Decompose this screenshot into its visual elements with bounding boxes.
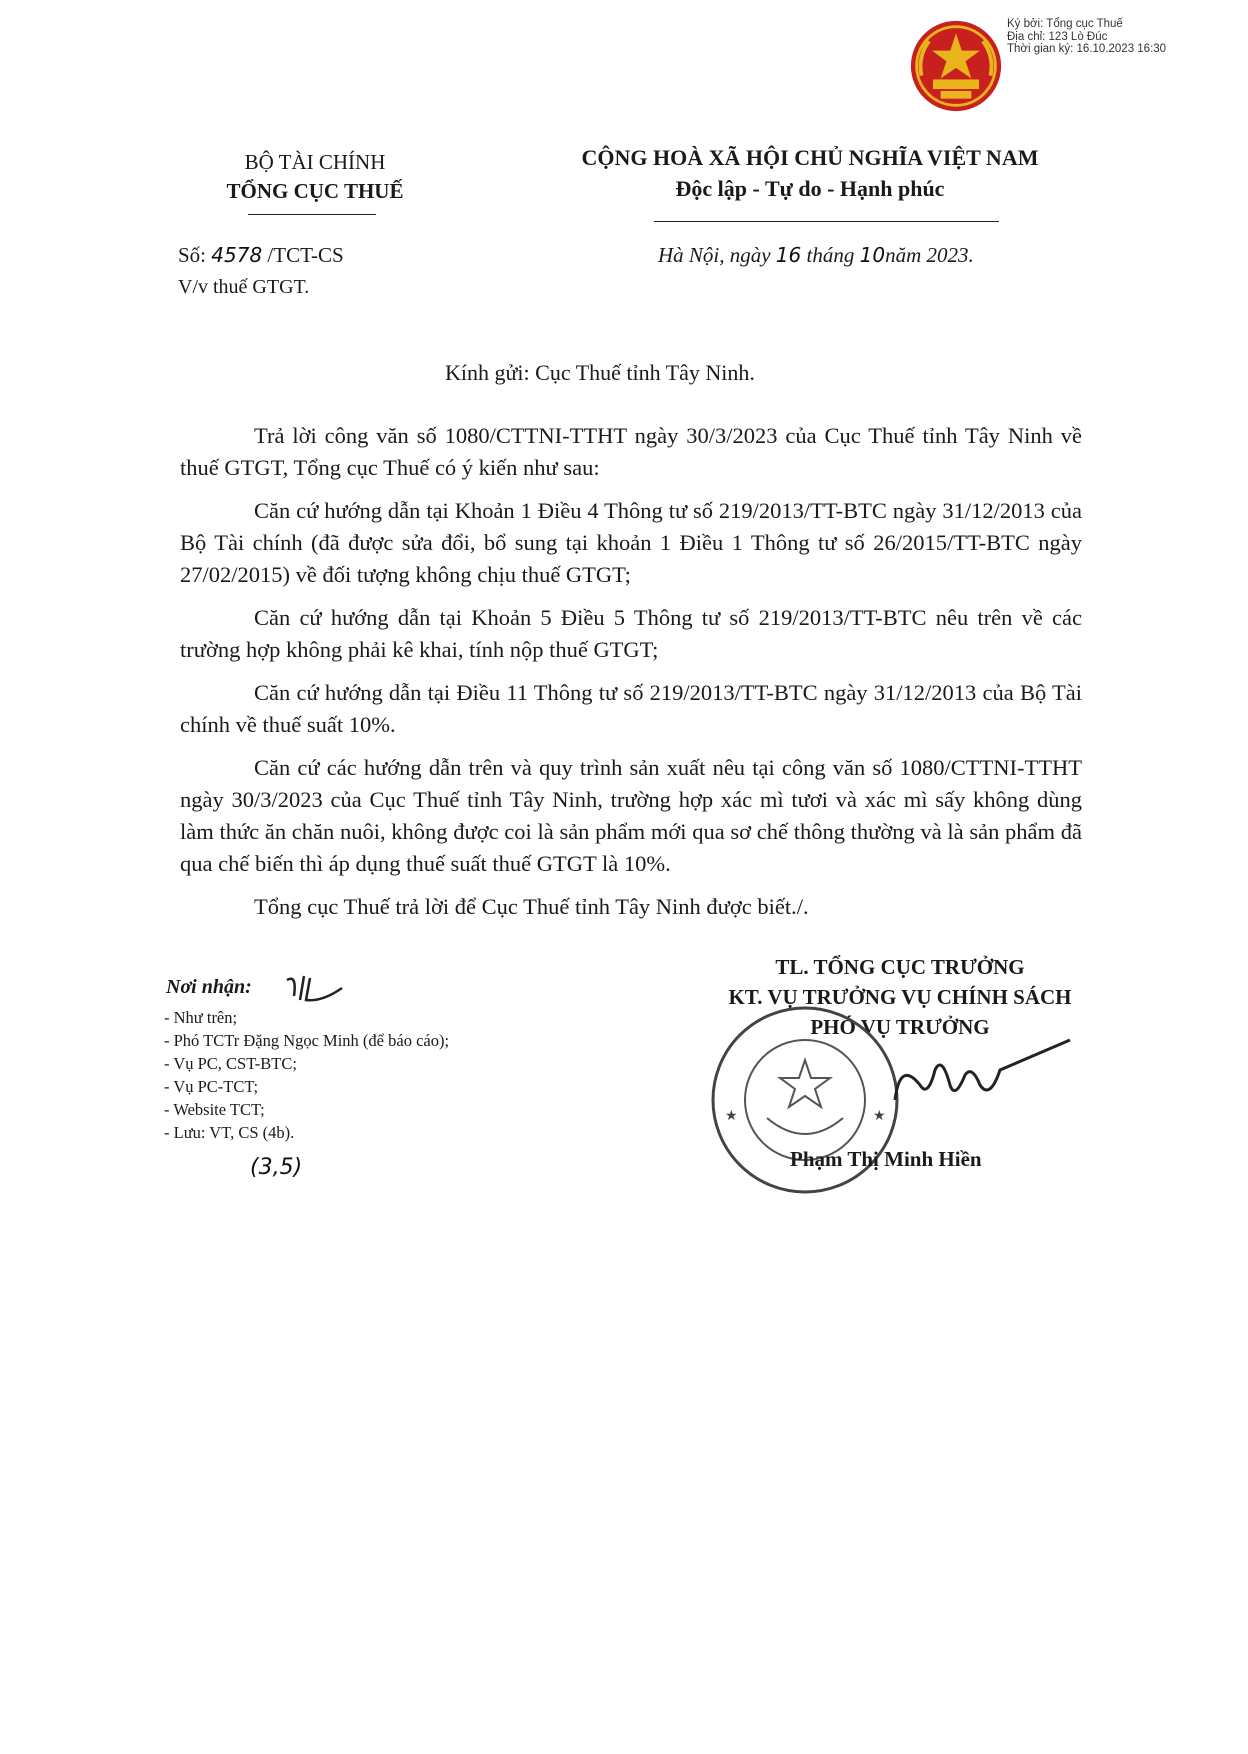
signature-signer: Ký bởi: Tổng cục Thuế <box>1007 18 1123 30</box>
body-paragraph: Căn cứ các hướng dẫn trên và quy trình sản xuất nêu tại công văn số 1080/CTTNI-TTHT ngày 30/3/2023 của Cục Thuế tỉnh Tây Ninh, trường hợp xác mì tươi và xác mì sấy không dùng làm thức ăn chăn nuôi, không được coi là sản phẩm mới qua sơ chế thông thường và là sản phẩm đã qua chế biến thì áp dụng thuế suất thuế GTGT là 10%. <box>180 755 1082 876</box>
parent-organization: BỘ TÀI CHÍNH <box>244 150 386 174</box>
date-prefix: Hà Nội, ngày <box>658 243 776 267</box>
signature-time: Thời gian ký: 16.10.2023 16:30 <box>1007 43 1167 55</box>
recipient-item: - Vụ PC, CST-BTC; <box>164 1054 297 1073</box>
recipients-list <box>164 1006 449 1144</box>
recipient-item: - Vụ PC-TCT; <box>164 1077 259 1096</box>
recipient-item: - Như trên; <box>164 1008 238 1027</box>
signature-title-1: TL. TỔNG CỤC TRƯỞNG <box>775 955 1025 979</box>
handwritten-initials-icon <box>282 968 362 1008</box>
place-and-date <box>658 240 974 270</box>
digital-signature-info <box>1007 18 1166 56</box>
date-month: 10 <box>859 243 886 267</box>
docno-handwritten: 4578 <box>211 243 263 267</box>
docno-prefix: Số: <box>178 243 212 267</box>
docno-suffix: /TCT-CS <box>262 243 344 267</box>
date-suffix: năm 2023. <box>885 243 974 267</box>
svg-text:★: ★ <box>725 1108 738 1124</box>
handwritten-signature-icon <box>880 1030 1080 1130</box>
body-paragraph: Căn cứ hướng dẫn tại Điều 11 Thông tư số 219/2013/TT-BTC ngày 31/12/2013 của Bộ Tài chính về thuế suất 10%. <box>180 680 1082 737</box>
letter-body <box>180 420 1082 934</box>
document-subject: V/v thuế GTGT. <box>178 276 310 298</box>
motto-underline <box>654 221 999 222</box>
recipient-item: - Website TCT; <box>164 1100 265 1119</box>
addressee: Kính gửi: Cục Thuế tỉnh Tây Ninh. <box>445 360 755 385</box>
date-day: 16 <box>775 243 802 267</box>
handwritten-copy-note: (3,5) <box>250 1155 303 1180</box>
date-mid: tháng <box>801 243 860 267</box>
document-number <box>178 240 344 270</box>
body-paragraph: Trả lời công văn số 1080/CTTNI-TTHT ngày 30/3/2023 của Cục Thuế tỉnh Tây Ninh về thuế GTGT, Tổng cục Thuế có ý kiến như sau: <box>180 423 1082 480</box>
signature-address: Địa chỉ: 123 Lò Đúc <box>1007 30 1108 43</box>
tax-authority-emblem-icon <box>908 18 1004 114</box>
body-paragraph: Căn cứ hướng dẫn tại Khoản 5 Điều 5 Thông tư số 219/2013/TT-BTC nêu trên về các trường hợp không phải kê khai, tính nộp thuế GTGT; <box>180 605 1082 662</box>
signature-title-3: PHÓ VỤ TRƯỞNG <box>810 1015 990 1039</box>
svg-text:★: ★ <box>873 1108 886 1124</box>
signer-name: Phạm Thị Minh Hiền <box>790 1147 982 1171</box>
org-underline <box>248 214 376 215</box>
body-paragraph: Căn cứ hướng dẫn tại Khoản 1 Điều 4 Thông tư số 219/2013/TT-BTC ngày 31/12/2013 của Bộ Tài chính (đã được sửa đổi, bổ sung tại khoản 1 Điều 1 Thông tư số 26/2015/TT-BTC ngày 27/02/2015) về đối tượng không chịu thuế GTGT; <box>180 498 1082 587</box>
recipients-label: Nơi nhận: <box>166 976 252 998</box>
organization-name: TỔNG CỤC THUẾ <box>226 179 404 203</box>
signature-title-2: KT. VỤ TRƯỞNG VỤ CHÍNH SÁCH <box>728 985 1072 1009</box>
recipient-item: - Phó TCTr Đặng Ngọc Minh (để báo cáo); <box>164 1031 450 1050</box>
national-title: CỘNG HOÀ XÃ HỘI CHỦ NGHĨA VIỆT NAM <box>581 145 1039 170</box>
national-motto: Độc lập - Tự do - Hạnh phúc <box>675 176 945 201</box>
body-paragraph: Tổng cục Thuế trả lời để Cục Thuế tỉnh Tây Ninh được biết./. <box>254 894 809 919</box>
recipient-item: - Lưu: VT, CS (4b). <box>164 1123 295 1142</box>
